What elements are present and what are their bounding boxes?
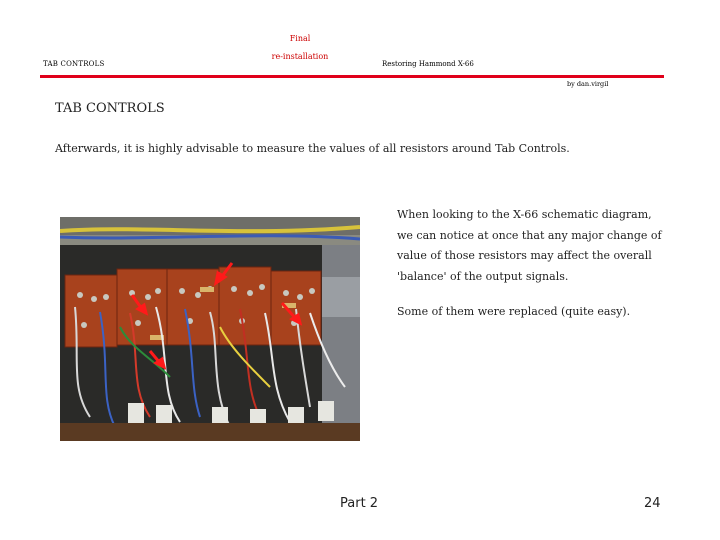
replacement-note: Some of them were replaced (quite easy). (397, 305, 631, 318)
header-section-label: TAB CONTROLS (43, 60, 105, 68)
page-title: TAB CONTROLS (55, 101, 165, 116)
author-byline: by dan.virgil (567, 80, 609, 88)
schematic-paragraph: When looking to the X-66 schematic diagram, we can notice at once that any major change of value of those resistors may affect the overall 'balance' of the output signals. (397, 208, 662, 283)
header-chapter-line2: re-installation (271, 52, 329, 61)
header-document-title: Restoring Hammond X-66 (382, 60, 474, 68)
intro-text: Afterwards, it is highly advisable to measure the values of all resistors around Tab Controls. (55, 142, 570, 155)
header-divider (40, 75, 664, 78)
footer-part-label: Part 2 (340, 496, 379, 511)
header-chapter-line1: Final (289, 34, 311, 43)
page-number: 24 (644, 496, 661, 511)
tab-controls-photo (60, 217, 360, 441)
